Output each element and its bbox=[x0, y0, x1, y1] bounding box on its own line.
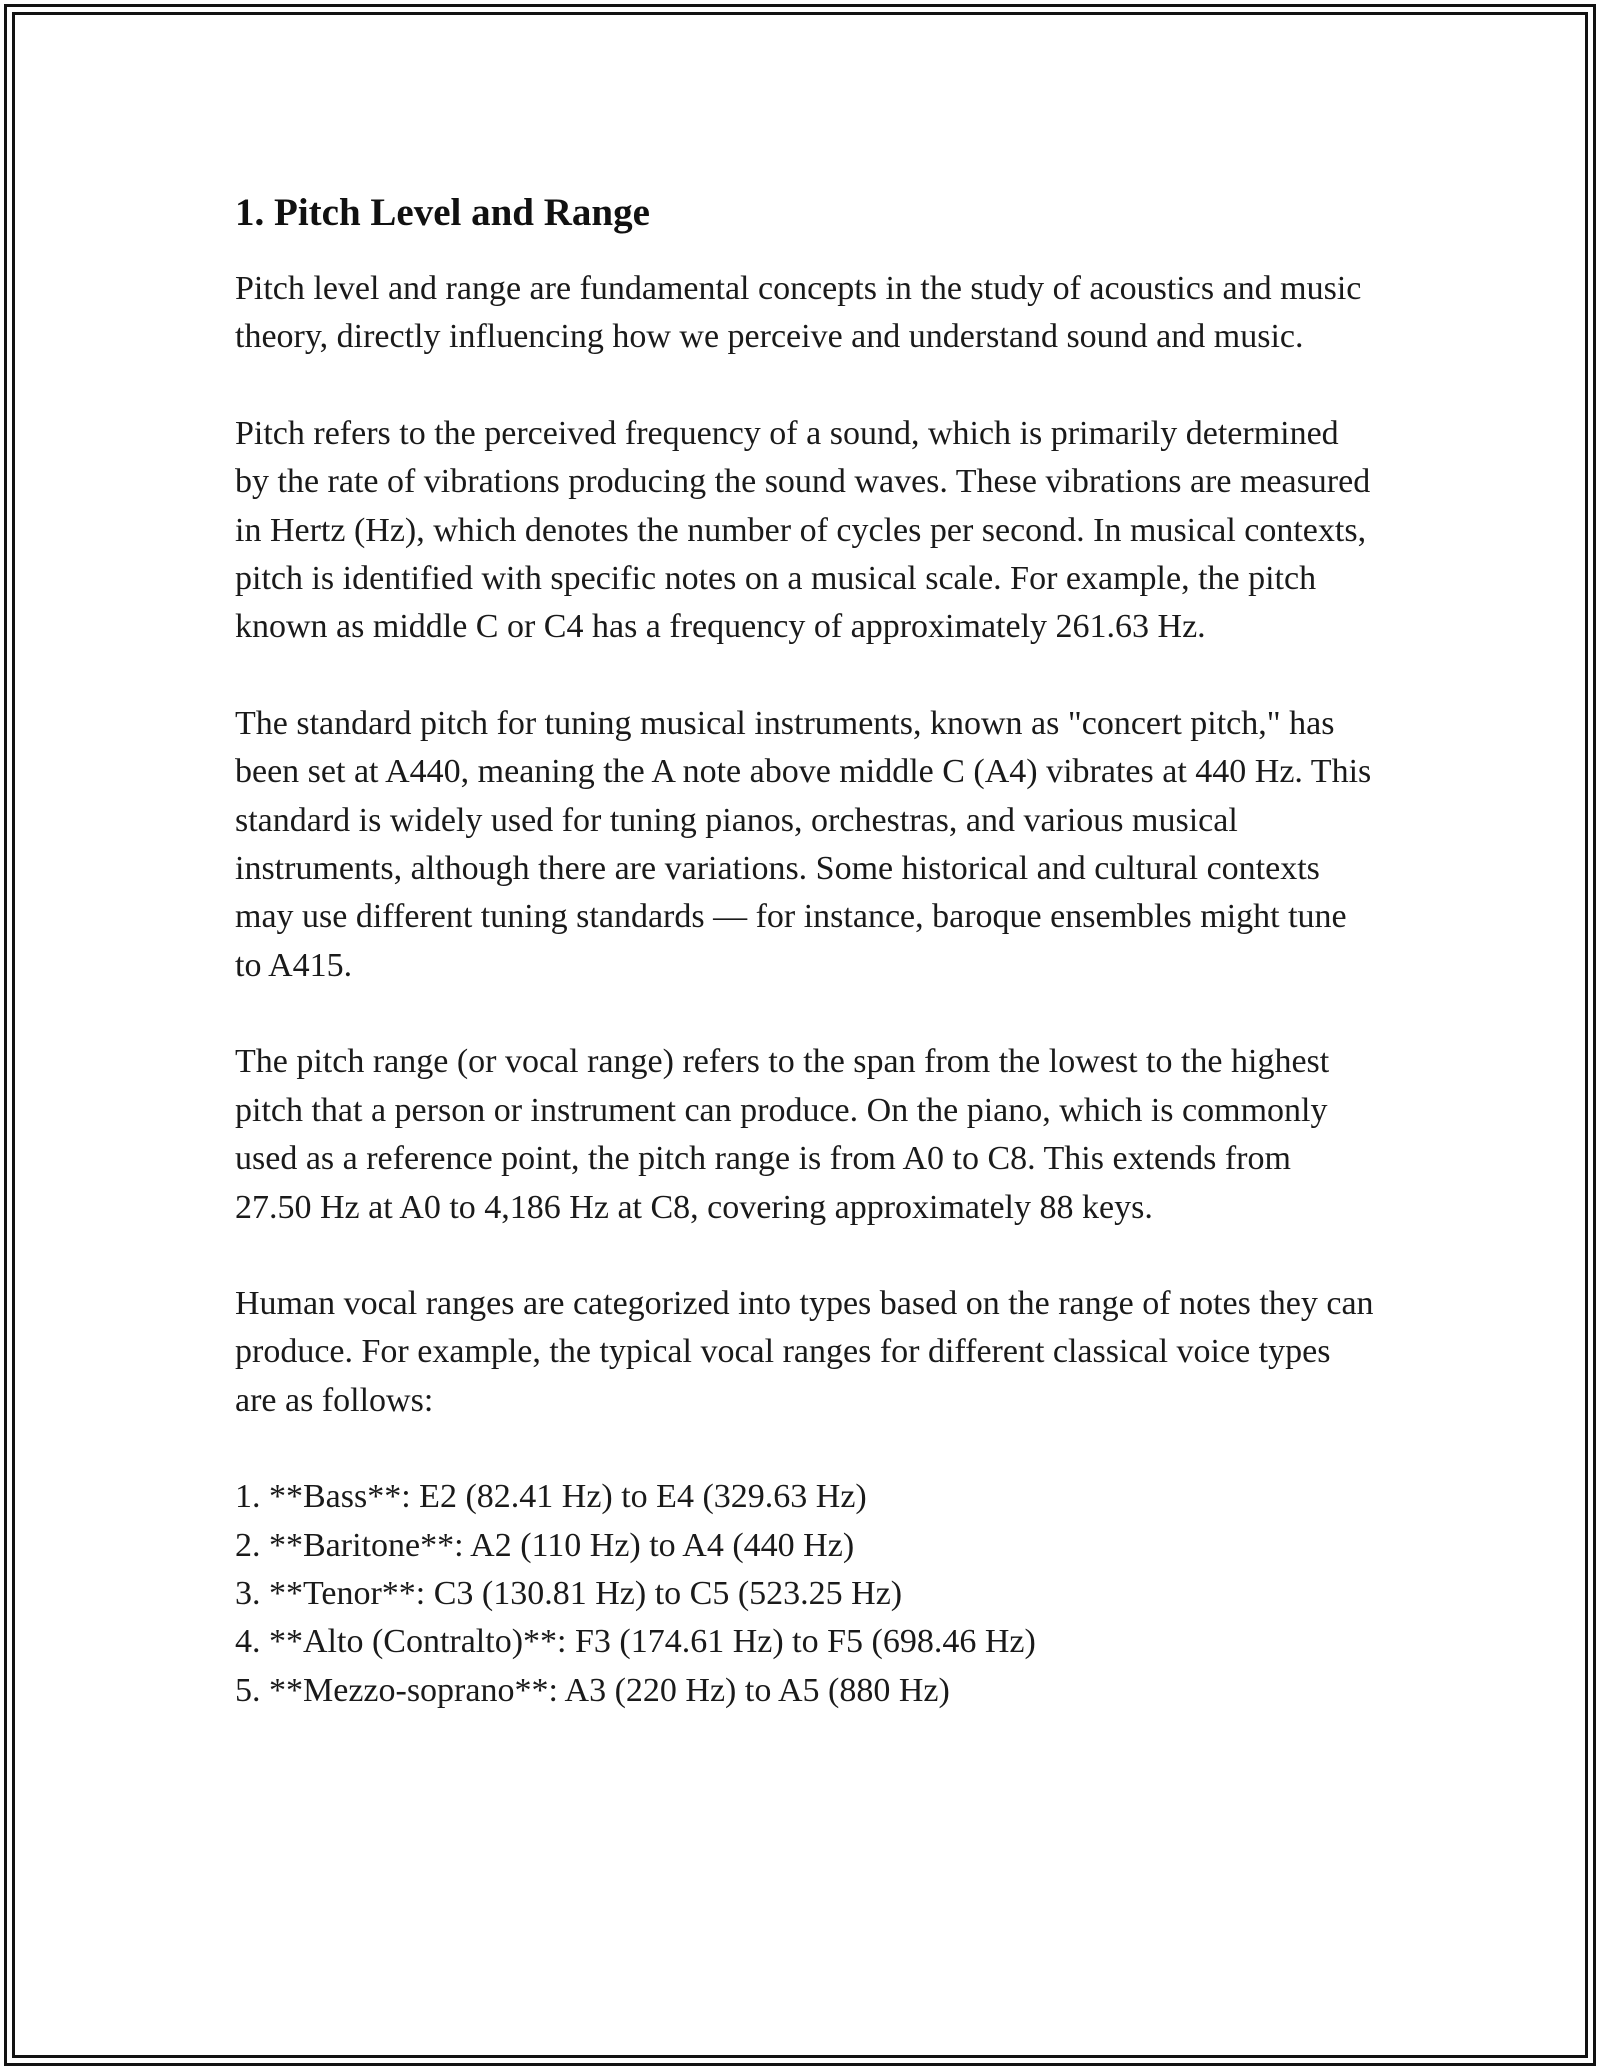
voice-type-item-baritone: 2. **Baritone**: A2 (110 Hz) to A4 (440 Hz) bbox=[235, 1526, 855, 1564]
paragraph-vocal-ranges: Human vocal ranges are categorized into types based on the range of notes they can produce. For example, the typical vocal ranges for different classical voice types are as follows: bbox=[235, 1284, 1374, 1419]
paragraph-intro: Pitch level and range are fundamental concepts in the study of acoustics and music theory, directly influencing how we perceive and understand sound and music. bbox=[235, 270, 1362, 356]
voice-type-item-alto: 4. **Alto (Contralto)**: F3 (174.61 Hz) to F5 (698.46 Hz) bbox=[235, 1623, 1036, 1661]
paragraph-pitch-definition: Pitch refers to the perceived frequency of a sound, which is primarily determined by the rate of vibrations producing the sound waves. These vibrations are measured in Hertz (Hz), which denotes the number of cycles per second. In musical contexts, pitch is identified with specific notes on a musical scale. For example, the pitch known as middle C or C4 has a frequency of approximately 261.63 Hz. bbox=[235, 414, 1371, 646]
voice-type-item-tenor: 3. **Tenor**: C3 (130.81 Hz) to C5 (523.25 Hz) bbox=[235, 1574, 903, 1612]
voice-type-list bbox=[235, 1473, 1375, 1715]
paragraph-concert-pitch: The standard pitch for tuning musical instruments, known as "concert pitch," has been set at A440, meaning the A note above middle C (A4) vibrates at 440 Hz. This standard is widely used for tuning pianos, orchestras, and various musical instruments, although there are variations. Some historical and cultural contexts may use different tuning standards — for instance, baroque ensembles might tune to A415. bbox=[235, 704, 1372, 984]
voice-type-item-mezzo-soprano: 5. **Mezzo-soprano**: A3 (220 Hz) to A5 (880 Hz) bbox=[235, 1671, 950, 1709]
section-heading: 1. Pitch Level and Range bbox=[235, 191, 650, 234]
document-body bbox=[235, 185, 1375, 1715]
voice-type-item-bass: 1. **Bass**: E2 (82.41 Hz) to E4 (329.63 Hz) bbox=[235, 1478, 867, 1516]
paragraph-pitch-range: The pitch range (or vocal range) refers to the span from the lowest to the highest pitch that a person or instrument can produce. On the piano, which is commonly used as a reference point, the pitch range is from A0 to C8. This extends from 27.50 Hz at A0 to 4,186 Hz at C8, covering approximately 88 keys. bbox=[235, 1043, 1330, 1226]
